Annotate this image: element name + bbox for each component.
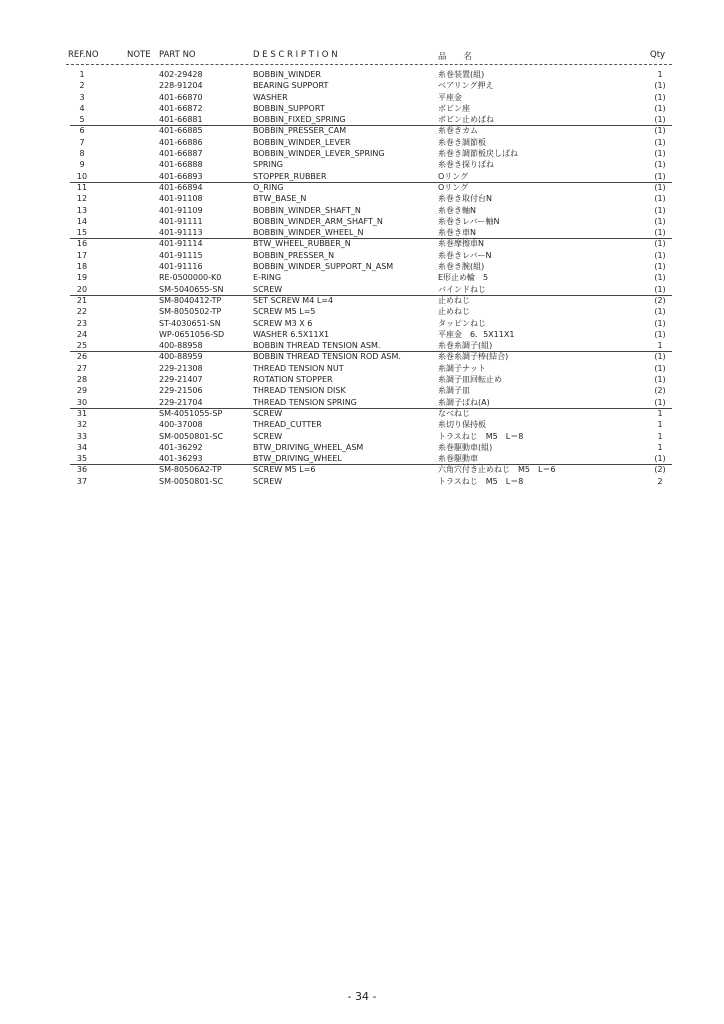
japanese-name-cell: ベアリング押え — [438, 81, 494, 91]
part-no-cell: WP-0651056-SD — [159, 329, 225, 339]
part-no-cell: 401-66885 — [159, 126, 203, 136]
part-no-cell: SM-0050801-SC — [159, 476, 224, 486]
japanese-name-cell: 糸巻き調節板 — [438, 137, 486, 147]
part-no-cell: SM-5040655-SN — [159, 284, 224, 294]
japanese-name-cell: 糸巻糸調子(組) — [438, 341, 493, 351]
japanese-name-cell: 平座金 6．5X11X1 — [438, 329, 515, 339]
description-cell: SCREW M3 X 6 — [253, 318, 313, 328]
japanese-name-cell: なべねじ — [438, 408, 470, 418]
description-cell: SCREW — [253, 476, 283, 486]
qty-cell: (1) — [654, 205, 666, 215]
ref-no-cell: 36 — [76, 465, 88, 475]
part-no-cell: 401-91113 — [159, 228, 203, 238]
ref-no-cell: 20 — [76, 284, 88, 294]
description-cell: SET SCREW M4 L=4 — [253, 295, 334, 305]
description-cell: BOBBIN_WINDER — [253, 70, 321, 79]
japanese-name-cell: 糸巻きレバーN — [438, 250, 492, 260]
part-no-cell: 229-21506 — [159, 386, 203, 396]
ref-no-cell: 15 — [76, 228, 88, 238]
table-row — [0, 238, 724, 249]
description-cell: E-RING — [253, 273, 282, 283]
ref-no-cell: 12 — [76, 194, 88, 204]
table-row — [0, 351, 724, 362]
qty-cell: (1) — [654, 228, 666, 238]
japanese-name-cell: 糸巻き車N — [438, 228, 476, 238]
table-row — [0, 193, 724, 204]
ref-no-cell: 34 — [76, 442, 88, 452]
ref-no-cell: 33 — [76, 431, 88, 441]
description-cell: BEARING SUPPORT — [253, 81, 329, 91]
part-no-cell: 401-91109 — [159, 205, 203, 215]
japanese-name-cell: トラスねじ M5 L＝8 — [438, 431, 524, 441]
ref-no-cell: 19 — [76, 273, 88, 283]
part-no-cell: 401-66886 — [159, 137, 203, 147]
table-row — [0, 137, 724, 148]
qty-cell: (1) — [654, 115, 666, 125]
qty-cell: 1 — [657, 431, 663, 441]
ref-no-cell: 30 — [76, 397, 88, 407]
part-no-cell: ST-4030651-SN — [159, 318, 221, 328]
description-cell: THREAD TENSION NUT — [253, 363, 344, 373]
part-no-cell: 401-91108 — [159, 194, 203, 204]
page-number: - 34 - — [347, 990, 377, 1003]
ref-no-cell: 31 — [76, 408, 88, 418]
japanese-name-cell: バインドねじ — [438, 284, 486, 294]
qty-cell: (1) — [654, 137, 666, 147]
ref-no-cell: 28 — [76, 375, 88, 385]
qty-cell: (2) — [654, 465, 666, 475]
description-cell: SCREW — [253, 431, 283, 441]
part-no-cell: SM-4051055-SP — [159, 408, 223, 418]
qty-cell: (1) — [654, 194, 666, 204]
table-row — [0, 182, 724, 193]
qty-cell: (1) — [654, 216, 666, 226]
part-no-cell: 401-66881 — [159, 115, 203, 125]
japanese-name-cell: 止めねじ — [438, 307, 470, 317]
table-row — [0, 103, 724, 114]
qty-cell: (1) — [654, 92, 666, 102]
ref-no-cell: 23 — [76, 318, 88, 328]
qty-cell: (2) — [654, 386, 666, 396]
table-row — [0, 114, 724, 125]
table-row — [0, 250, 724, 261]
part-no-cell: 401-66887 — [159, 149, 203, 159]
table-row — [0, 419, 724, 430]
qty-cell: (1) — [654, 318, 666, 328]
ref-no-cell: 13 — [76, 205, 88, 215]
part-no-cell: 401-66870 — [159, 92, 203, 102]
qty-cell: 2 — [657, 476, 663, 486]
qty-cell: (1) — [654, 160, 666, 170]
part-no-cell: 401-36292 — [159, 442, 203, 452]
table-row — [0, 385, 724, 396]
qty-cell: 1 — [657, 70, 663, 79]
qty-cell: 1 — [657, 442, 663, 452]
table-row — [0, 476, 724, 487]
table-row — [0, 125, 724, 136]
qty-cell: (1) — [654, 397, 666, 407]
ref-no-cell: 24 — [76, 329, 88, 339]
table-row — [0, 374, 724, 385]
table-row — [0, 329, 724, 340]
ref-no-cell: 4 — [79, 103, 85, 113]
description-cell: BOBBIN_WINDER_LEVER — [253, 137, 351, 147]
part-no-cell: 401-91111 — [159, 216, 203, 226]
ref-no-cell: 5 — [79, 115, 85, 125]
japanese-name-cell: 糸巻き軸N — [438, 205, 476, 215]
qty-cell: (1) — [654, 329, 666, 339]
part-no-cell: SM-8050502-TP — [159, 307, 222, 317]
japanese-name-cell: ボビン座 — [438, 103, 470, 113]
japanese-name-cell: E形止め輪 5 — [438, 273, 489, 283]
japanese-name-cell: 糸巻き腕(組) — [438, 262, 485, 272]
ref-no-cell: 29 — [76, 386, 88, 396]
table-row — [0, 205, 724, 216]
qty-cell: (1) — [654, 126, 666, 136]
table-row — [0, 464, 724, 475]
description-cell: THREAD TENSION DISK — [253, 386, 346, 396]
table-row — [0, 284, 724, 295]
table-row — [0, 216, 724, 227]
japanese-name-cell: 糸巻き調節板戻しばね — [438, 149, 518, 159]
japanese-name-cell: 糸調子皿回転止め — [438, 375, 502, 385]
description-cell: STOPPER_RUBBER — [253, 171, 327, 181]
description-cell: BTW_WHEEL_RUBBER_N — [253, 239, 351, 249]
part-no-cell: 401-91116 — [159, 262, 203, 272]
table-row — [0, 442, 724, 453]
description-cell: BOBBIN_WINDER_ARM_SHAFT_N — [253, 216, 383, 226]
description-cell: SCREW — [253, 284, 283, 294]
table-row — [0, 272, 724, 283]
header-description: D E S C R I P T I O N — [253, 50, 338, 60]
table-row — [0, 295, 724, 306]
japanese-name-cell: タッピンねじ — [438, 318, 486, 328]
header-qty: Qty — [650, 50, 666, 60]
part-no-cell: 401-66894 — [159, 182, 203, 192]
header-note: NOTE — [127, 50, 151, 60]
japanese-name-cell: 六角穴付き止めねじ M5 L＝6 — [438, 465, 556, 475]
table-row — [0, 80, 724, 91]
japanese-name-cell: トラスねじ M5 L＝8 — [438, 476, 524, 486]
part-no-cell: 400-88959 — [159, 352, 203, 362]
japanese-name-cell: ボビン止めばね — [438, 115, 494, 125]
description-cell: SCREW M5 L=6 — [253, 465, 316, 475]
description-cell: O_RING — [253, 182, 284, 192]
qty-cell: (2) — [654, 295, 666, 305]
ref-no-cell: 7 — [79, 137, 85, 147]
description-cell: ROTATION STOPPER — [253, 375, 333, 385]
ref-no-cell: 3 — [79, 92, 85, 102]
qty-cell: 1 — [657, 341, 663, 351]
qty-cell: 1 — [657, 408, 663, 418]
japanese-name-cell: Oリング — [438, 182, 469, 192]
japanese-name-cell: 糸巻きレバー軸N — [438, 216, 500, 226]
table-row — [0, 408, 724, 419]
japanese-name-cell: 止めねじ — [438, 295, 470, 305]
description-cell: WASHER 6.5X11X1 — [253, 329, 330, 339]
description-cell: BTW_DRIVING_WHEEL_ASM — [253, 442, 364, 452]
description-cell: WASHER — [253, 92, 288, 102]
table-row — [0, 453, 724, 464]
japanese-name-cell: 糸巻駆動車(組) — [438, 442, 493, 452]
japanese-name-cell: 糸巻駆動車 — [438, 454, 478, 464]
part-no-cell: 401-66893 — [159, 171, 203, 181]
part-no-cell: 400-88958 — [159, 341, 203, 351]
ref-no-cell: 8 — [79, 149, 85, 159]
japanese-name-cell: 糸巻き探りばね — [438, 160, 494, 170]
ref-no-cell: 18 — [76, 262, 88, 272]
description-cell: BOBBIN_WINDER_SUPPORT_N_ASM — [253, 262, 394, 272]
description-cell: BOBBIN_PRESSER_CAM — [253, 126, 347, 136]
description-cell: BOBBIN_WINDER_WHEEL_N — [253, 228, 364, 238]
header-part-no: PART NO — [159, 50, 196, 60]
qty-cell: (1) — [654, 149, 666, 159]
description-cell: THREAD TENSION SPRING — [253, 397, 357, 407]
description-cell: BTW_DRIVING_WHEEL — [253, 454, 342, 464]
description-cell: BOBBIN THREAD TENSION ROD ASM. — [253, 352, 401, 362]
ref-no-cell: 6 — [79, 126, 85, 136]
ref-no-cell: 25 — [76, 341, 88, 351]
part-no-cell: 401-91114 — [159, 239, 203, 249]
ref-no-cell: 14 — [76, 216, 88, 226]
table-row — [0, 318, 724, 329]
description-cell: BOBBIN_FIXED_SPRING — [253, 115, 346, 125]
part-no-cell: SM-0050801-SC — [159, 431, 224, 441]
qty-cell: (1) — [654, 363, 666, 373]
qty-cell: (1) — [654, 375, 666, 385]
japanese-name-cell: 糸巻摩擦車N — [438, 239, 484, 249]
ref-no-cell: 21 — [76, 295, 88, 305]
qty-cell: (1) — [654, 171, 666, 181]
parts-table — [0, 69, 724, 487]
qty-cell: (1) — [654, 239, 666, 249]
qty-cell: (1) — [654, 284, 666, 294]
part-no-cell: 401-36293 — [159, 454, 203, 464]
ref-no-cell: 11 — [76, 182, 88, 192]
part-no-cell: 229-21308 — [159, 363, 203, 373]
ref-no-cell: 37 — [76, 476, 88, 486]
qty-cell: (1) — [654, 103, 666, 113]
description-cell: BOBBIN_SUPPORT — [253, 103, 325, 113]
part-no-cell: RE-0500000-K0 — [159, 273, 222, 283]
description-cell: SCREW — [253, 408, 283, 418]
part-no-cell: 400-37008 — [159, 420, 203, 430]
header-japanese-name: 品 名 — [438, 52, 473, 62]
qty-cell: (1) — [654, 273, 666, 283]
description-cell: SCREW M5 L=5 — [253, 307, 316, 317]
header-ref-no: REF.NO — [68, 50, 99, 60]
ref-no-cell: 1 — [79, 70, 85, 79]
ref-no-cell: 35 — [76, 454, 88, 464]
japanese-name-cell: 糸巻装置(組) — [438, 70, 485, 79]
part-no-cell: 228-91204 — [159, 81, 203, 91]
qty-cell: (1) — [654, 262, 666, 272]
japanese-name-cell: 糸調子ナット — [438, 363, 486, 373]
description-cell: BOBBIN_WINDER_LEVER_SPRING — [253, 149, 385, 159]
ref-no-cell: 9 — [79, 160, 85, 170]
qty-cell: (1) — [654, 81, 666, 91]
qty-cell: (1) — [654, 182, 666, 192]
part-no-cell: 401-91115 — [159, 250, 203, 260]
japanese-name-cell: 糸切り保持板 — [438, 420, 486, 430]
description-cell: BOBBIN_WINDER_SHAFT_N — [253, 205, 361, 215]
part-no-cell: 229-21704 — [159, 397, 203, 407]
table-row — [0, 171, 724, 182]
table-row — [0, 261, 724, 272]
japanese-name-cell: 平座金 — [438, 92, 462, 102]
japanese-name-cell: 糸巻きカム — [438, 126, 478, 136]
qty-cell: (1) — [654, 250, 666, 260]
description-cell: BOBBIN_PRESSER_N — [253, 250, 335, 260]
table-row — [0, 431, 724, 442]
table-row — [0, 159, 724, 170]
ref-no-cell: 10 — [76, 171, 88, 181]
part-no-cell: SM-80506A2-TP — [159, 465, 222, 475]
part-no-cell: SM-8040412-TP — [159, 295, 222, 305]
part-no-cell: 402-29428 — [159, 70, 203, 79]
table-row — [0, 92, 724, 103]
japanese-name-cell: Oリング — [438, 171, 469, 181]
part-no-cell: 401-66872 — [159, 103, 203, 113]
table-row — [0, 306, 724, 317]
ref-no-cell: 32 — [76, 420, 88, 430]
japanese-name-cell: 糸巻糸調子棒(結合) — [438, 352, 509, 362]
table-row — [0, 397, 724, 408]
ref-no-cell: 27 — [76, 363, 88, 373]
description-cell: THREAD_CUTTER — [253, 420, 322, 430]
qty-cell: (1) — [654, 454, 666, 464]
table-row — [0, 363, 724, 374]
table-row — [0, 227, 724, 238]
ref-no-cell: 26 — [76, 352, 88, 362]
japanese-name-cell: 糸調子ばね(A) — [438, 397, 490, 407]
qty-cell: (1) — [654, 307, 666, 317]
table-header — [0, 50, 724, 64]
description-cell: BTW_BASE_N — [253, 194, 307, 204]
japanese-name-cell: 糸巻き取付台N — [438, 194, 492, 204]
part-no-cell: 401-66888 — [159, 160, 203, 170]
description-cell: BOBBIN THREAD TENSION ASM. — [253, 341, 381, 351]
qty-cell: (1) — [654, 352, 666, 362]
qty-cell: 1 — [657, 420, 663, 430]
table-row — [0, 340, 724, 351]
header-divider — [66, 64, 672, 65]
japanese-name-cell: 糸調子皿 — [438, 386, 470, 396]
ref-no-cell: 16 — [76, 239, 88, 249]
ref-no-cell: 22 — [76, 307, 88, 317]
table-row — [0, 148, 724, 159]
ref-no-cell: 2 — [79, 81, 85, 91]
table-row — [0, 69, 724, 80]
ref-no-cell: 17 — [76, 250, 88, 260]
description-cell: SPRING — [253, 160, 284, 170]
part-no-cell: 229-21407 — [159, 375, 203, 385]
